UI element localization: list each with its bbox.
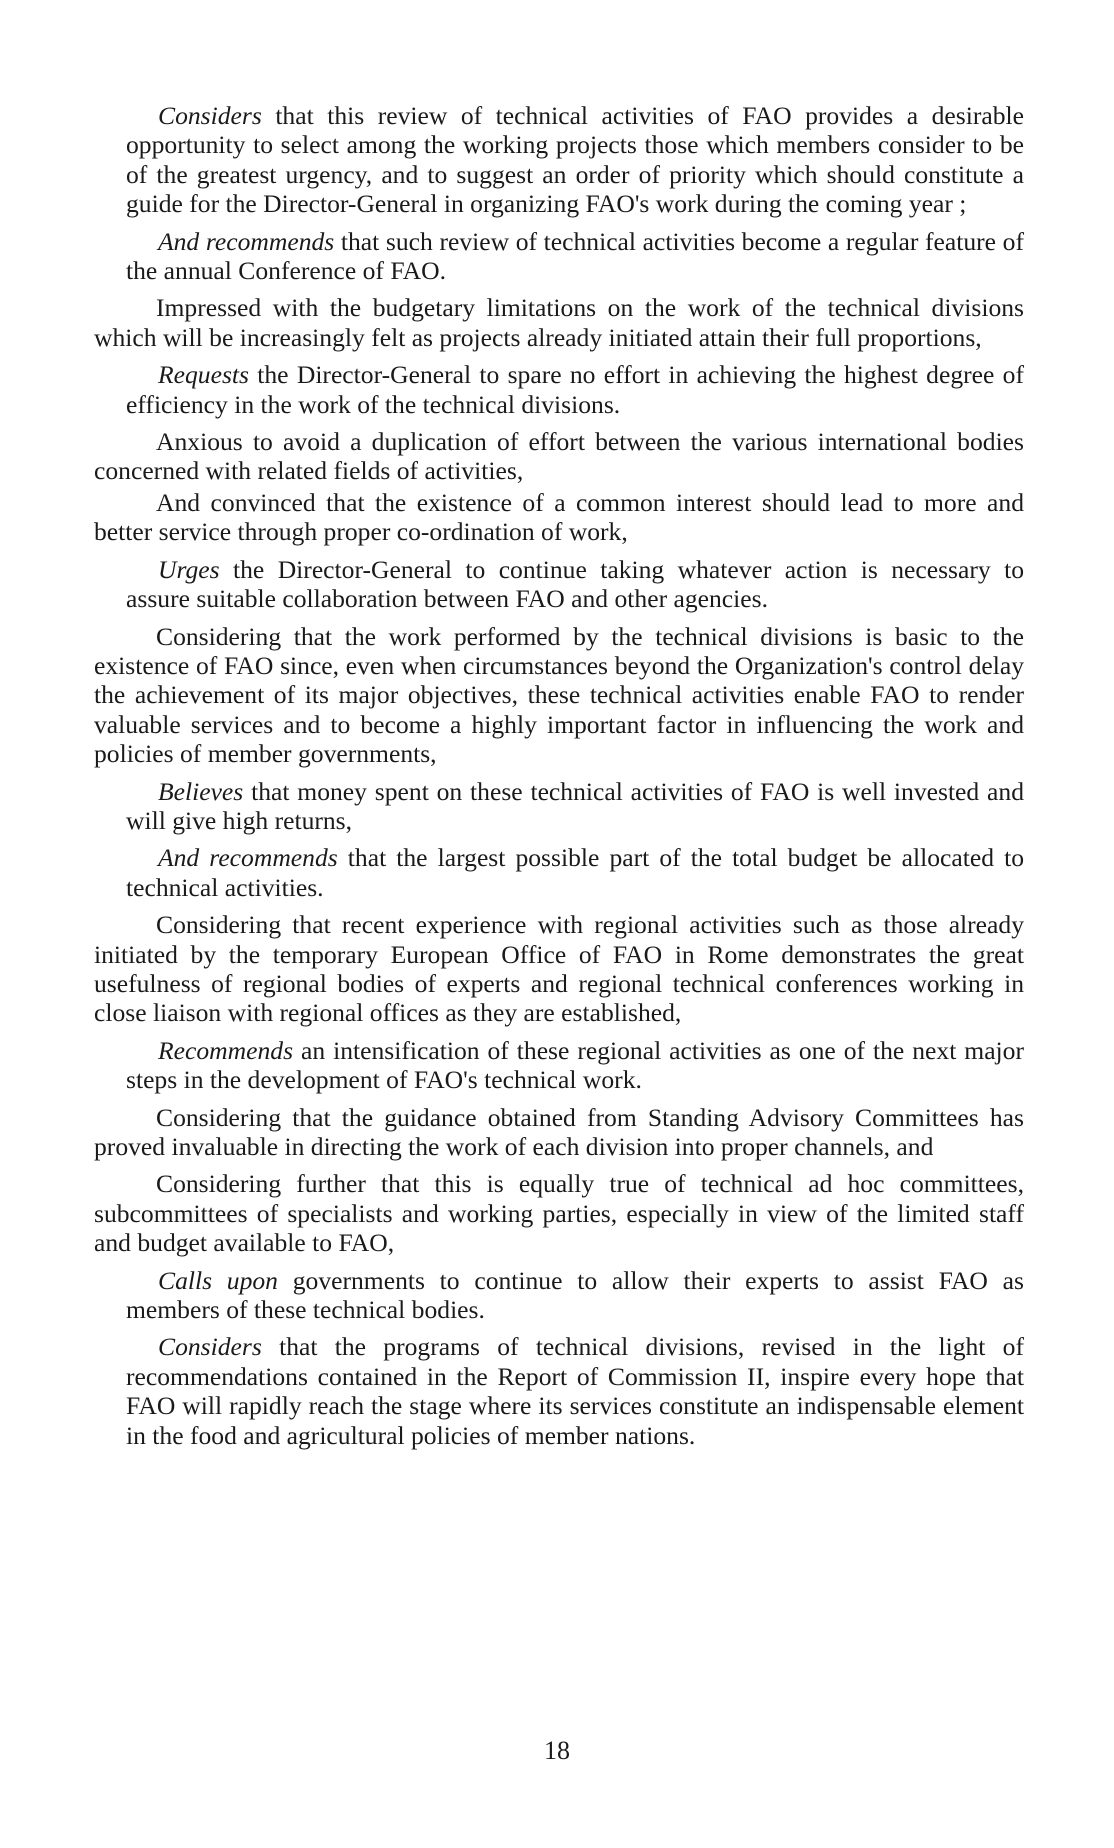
paragraph-text: Anxious to avoid a duplication of effort between the various international bodies concerned with related fields of activities, <box>94 427 1024 486</box>
paragraph-text: Considering that recent experience with regional activities such as those already initiated by the temporary European Office of FAO in Rome demonstrates the great usefulness of regional bodies of experts and regional technical conferences working in close liaison with regional offices as they are established, <box>94 910 1024 1028</box>
paragraph-considering-work <box>94 622 1024 769</box>
paragraph-text: Impressed with the budgetary limitations on the work of the technical divisions which will be increasingly felt as projects already initiated attain their full proportions, <box>94 293 1024 352</box>
paragraph-considers-review <box>94 101 1024 219</box>
paragraph-believes <box>94 777 1024 836</box>
paragraph-lead: Requests <box>158 360 249 390</box>
page-number: 18 <box>544 1736 570 1765</box>
paragraph-text: that the largest possible part of the total budget be allocated to technical activities. <box>126 843 1024 902</box>
paragraph-lead: Considers <box>158 101 262 130</box>
paragraph-text: Considering that the work performed by the technical divisions is basic to the existence of FAO since, even when circumstances beyond the Organization's control delay the achievement of its major objectives, these technical activities enable FAO to render valuable services and to become a highly important factor in influencing the work and policies of member governments, <box>94 621 1024 769</box>
paragraph-lead: Calls upon <box>158 1265 278 1295</box>
paragraph-recommends-intensification <box>94 1036 1024 1095</box>
paragraph-text: that the programs of technical divisions, revised in the light of recommendations contained in the Report of Commission II, inspire every hope that FAO will rapidly reach the stage where its services constitute an indispensable element in the food and agricultural policies of member nations. <box>126 1332 1024 1450</box>
paragraph-text: an intensification of these regional activities as one of the next major steps in the development of FAO's technical work. <box>126 1035 1024 1095</box>
paragraph-and-recommends-review <box>94 227 1024 286</box>
paragraph-requests <box>94 360 1024 419</box>
paragraph-considering-further <box>94 1169 1024 1257</box>
paragraph-text: the Director-General to continue taking whatever action is necessary to assure suitable collaboration between FAO and other agencies. <box>126 554 1024 614</box>
paragraph-text: Considering that the guidance obtained from Standing Advisory Committees has proved invaluable in directing the work of each division into proper channels, and <box>94 1102 1024 1161</box>
paragraph-text: that money spent on these technical activities of FAO is well invested and will give high returns, <box>126 776 1024 835</box>
paragraph-considering-regional <box>94 910 1024 1028</box>
paragraph-impressed <box>94 293 1024 352</box>
document-body <box>94 101 1024 1458</box>
paragraph-text: the Director-General to spare no effort in achieving the highest degree of efficiency in the work of the technical divisions. <box>126 360 1024 419</box>
paragraph-urges <box>94 555 1024 614</box>
paragraph-lead: And recommends <box>158 226 335 256</box>
paragraph-text: Considering further that this is equally true of technical ad hoc committees, subcommittees of specialists and working parties, especially in view of the limited staff and budget available to FAO, <box>94 1169 1024 1258</box>
paragraph-calls-upon <box>94 1266 1024 1325</box>
paragraph-text: governments to continue to allow their experts to assist FAO as members of these technical bodies. <box>126 1265 1024 1325</box>
paragraph-considering-guidance <box>94 1103 1024 1162</box>
paragraph-lead: Recommends <box>158 1035 294 1065</box>
paragraph-anxious <box>94 427 1024 486</box>
paragraph-lead: Believes <box>158 776 244 806</box>
paragraph-and-recommends-budget <box>94 843 1024 902</box>
paragraph-lead: And recommends <box>158 843 338 873</box>
paragraph-text: that such review of technical activities become a regular feature of the annual Conference of FAO. <box>126 226 1024 286</box>
paragraph-considers-programs <box>94 1332 1024 1450</box>
paragraph-lead: Urges <box>158 554 220 584</box>
paragraph-lead: Considers <box>158 1332 262 1362</box>
paragraph-text: And convinced that the existence of a common interest should lead to more and better service through proper co-ordination of work, <box>94 487 1024 547</box>
paragraph-text: that this review of technical activities of FAO provides a desirable opportunity to select among the working projects those which members consider to be of the greatest urgency, and to suggest an order of priority which should constitute a guide for the Director-General in organizing FAO's work during the coming year ; <box>126 101 1024 219</box>
paragraph-convinced <box>94 488 1024 547</box>
